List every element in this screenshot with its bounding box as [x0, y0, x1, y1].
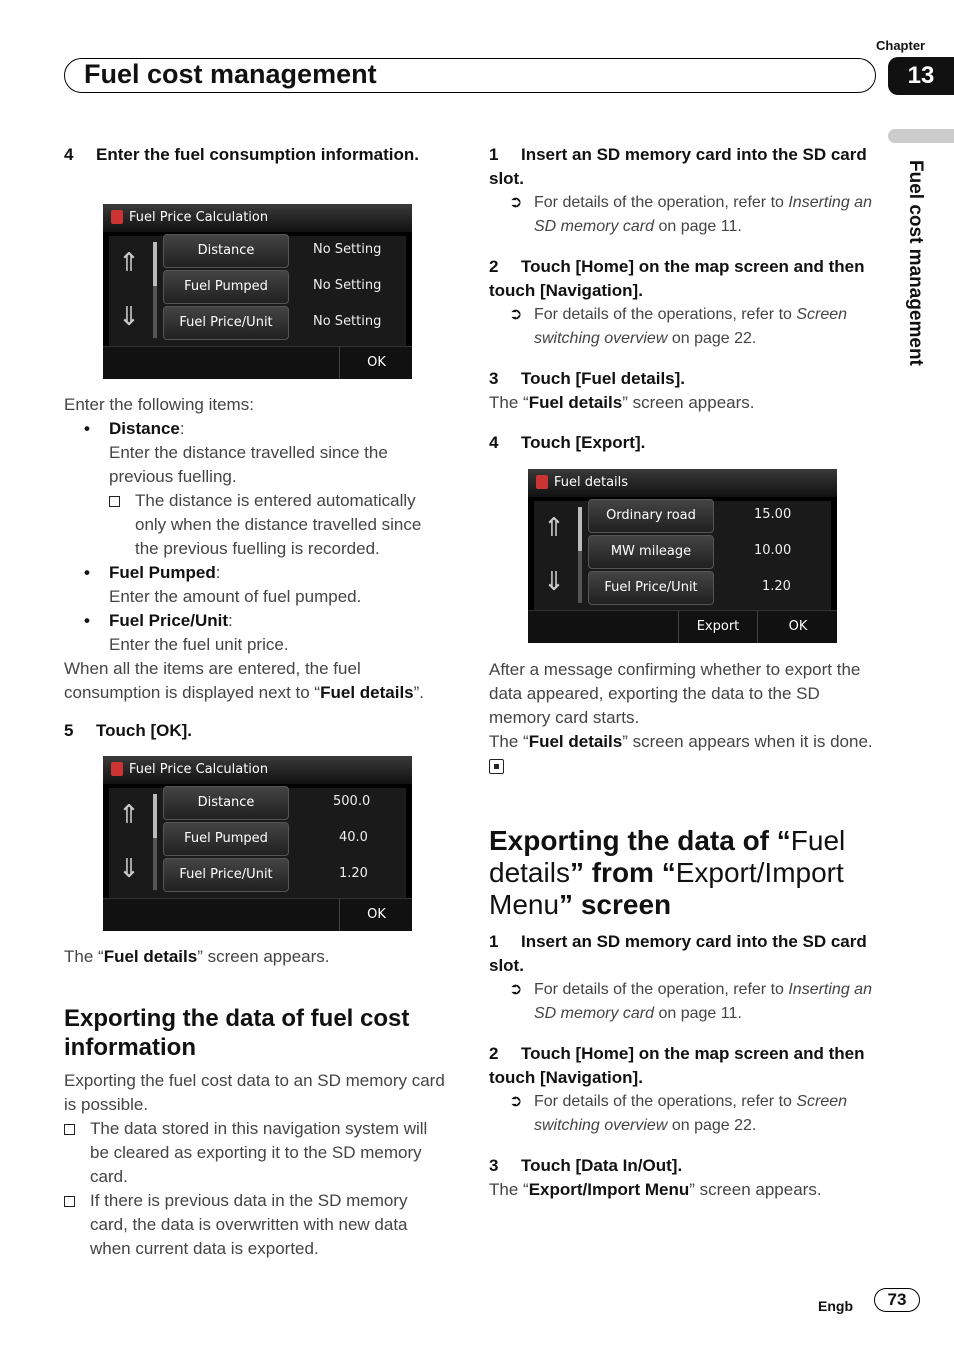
step-4-heading: 4 Touch [Export].	[489, 433, 646, 452]
screen-header: Fuel Price Calculation	[103, 204, 412, 232]
page-number: 73	[874, 1288, 920, 1312]
checkbox-icon	[64, 1196, 75, 1207]
export-button[interactable]: Export	[678, 611, 757, 643]
fuel-pumped-button[interactable]: Fuel Pumped	[163, 270, 289, 304]
checkbox-icon	[109, 496, 120, 507]
scrollbar[interactable]	[153, 242, 157, 338]
scroll-down-icon[interactable]: ⇓	[118, 854, 140, 884]
scroll-up-icon[interactable]: ⇑	[543, 513, 565, 543]
list-item: • Fuel Price/Unit:	[64, 609, 444, 633]
ok-button[interactable]: OK	[339, 899, 413, 931]
fuel-price-unit-button[interactable]: Fuel Price/Unit	[588, 571, 714, 605]
scroll-down-icon[interactable]: ⇓	[543, 567, 565, 597]
list-item: • Distance:	[64, 417, 444, 441]
section-heading: Exporting the data of “Fuel details” from “Export/Import Menu” screen	[489, 825, 846, 920]
screen-row: Ordinary road 15.00	[588, 499, 831, 533]
screen-row: Fuel Pumped No Setting	[163, 270, 406, 304]
ordinary-road-button[interactable]: Ordinary road	[588, 499, 714, 533]
screen-row: Fuel Pumped 40.0	[163, 822, 406, 856]
screen-row: Distance 500.0	[163, 786, 406, 820]
step-3-heading: 3 Touch [Fuel details].	[489, 369, 686, 388]
note: The distance is entered automatically only when the distance travelled since the previous fuelling is recorded.	[109, 489, 444, 561]
done-text: The “Fuel details” screen appears when it is done.	[489, 730, 874, 778]
step-4-heading: 4 Enter the fuel consumption information.	[64, 145, 419, 164]
distance-button[interactable]: Distance	[163, 234, 289, 268]
step-3-heading: 3 Touch [Data In/Out].	[489, 1156, 683, 1175]
note: The data stored in this navigation system will be cleared as exporting it to the SD memory card.	[64, 1117, 449, 1189]
arrow-icon: ➲	[509, 194, 523, 211]
scroll-down-icon[interactable]: ⇓	[118, 302, 140, 332]
ok-button[interactable]: OK	[339, 347, 413, 379]
distance-button[interactable]: Distance	[163, 786, 289, 820]
screen-row: Fuel Price/Unit 1.20	[163, 858, 406, 892]
after-message-text: After a message confirming whether to export the data appeared, exporting the data to the SD memory card starts.	[489, 660, 861, 727]
reference-note: ➲ For details of the operations, refer to Screen switching overview on page 22.	[489, 303, 874, 351]
fuel-price-unit-button[interactable]: Fuel Price/Unit	[163, 306, 289, 340]
screen-row: Distance No Setting	[163, 234, 406, 268]
right-column: 1 Insert an SD memory card into the SD card slot. ➲ For details of the operation, refer to Inserting an SD memory card on page 11. 2 Touch [Home] on the map screen and then touch [Navigation]. ➲ For details of the operations, refer to Screen switching overview on page 22. 3 Touch [Fuel details]. The “Fuel details” screen appears. 4 Touch [Export].	[489, 143, 874, 455]
screenshot-fuel-details	[528, 469, 837, 643]
step-2-heading: 2 Touch [Home] on the map screen and then touch [Navigation].	[489, 1044, 865, 1087]
fuel-pump-icon	[111, 762, 123, 776]
ok-button[interactable]: OK	[757, 611, 838, 643]
page-title: Fuel cost management	[84, 59, 377, 89]
screen-row: MW mileage 10.00	[588, 535, 831, 569]
fuel-pumped-button[interactable]: Fuel Pumped	[163, 822, 289, 856]
scrollbar[interactable]	[578, 507, 582, 603]
reference-note: ➲ For details of the operations, refer to Screen switching overview on page 22.	[489, 1090, 874, 1138]
scroll-up-icon[interactable]: ⇑	[118, 248, 140, 278]
step-2-heading: 2 Touch [Home] on the map screen and then touch [Navigation].	[489, 257, 865, 300]
screen-row: Fuel Price/Unit No Setting	[163, 306, 406, 340]
left-column	[64, 143, 444, 167]
screenshot-fuel-price-empty	[103, 204, 412, 379]
screen-appears-text: The “Fuel details” screen appears.	[64, 947, 330, 966]
screen-header: Fuel details	[528, 469, 837, 497]
arrow-icon: ➲	[509, 306, 523, 323]
side-tab-label: Fuel cost management	[905, 160, 926, 366]
arrow-icon: ➲	[509, 1093, 523, 1110]
scroll-up-icon[interactable]: ⇑	[118, 800, 140, 830]
reference-note: ➲ For details of the operation, refer to Inserting an SD memory card on page 11.	[489, 191, 874, 239]
fuel-pump-icon	[111, 210, 123, 224]
fuel-price-unit-button[interactable]: Fuel Price/Unit	[163, 858, 289, 892]
step-1-heading: 1 Insert an SD memory card into the SD card slot.	[489, 145, 867, 188]
note: If there is previous data in the SD memory card, the data is overwritten with new data when current data is exported.	[64, 1189, 449, 1261]
end-mark-icon	[489, 759, 504, 774]
checkbox-icon	[64, 1124, 75, 1135]
side-tab-bar	[888, 129, 954, 143]
items-intro: Enter the following items:	[64, 395, 254, 414]
screen-row: Fuel Price/Unit 1.20	[588, 571, 831, 605]
screenshot-fuel-price-filled	[103, 756, 412, 931]
language-code: Engb	[818, 1298, 853, 1314]
chapter-number: 13	[888, 57, 954, 95]
step-5-heading: 5 Touch [OK].	[64, 721, 192, 740]
reference-note: ➲ For details of the operation, refer to Inserting an SD memory card on page 11.	[489, 978, 874, 1026]
step-1-heading: 1 Insert an SD memory card into the SD card slot.	[489, 932, 867, 975]
chapter-label: Chapter	[876, 38, 926, 53]
section-heading: Exporting the data of fuel cost information	[64, 1005, 410, 1061]
screen-header: Fuel Price Calculation	[103, 756, 412, 784]
arrow-icon: ➲	[509, 981, 523, 998]
summary-text: When all the items are entered, the fuel consumption is displayed next to “Fuel details”.	[64, 659, 425, 702]
scrollbar[interactable]	[153, 794, 157, 890]
fuel-pump-icon	[536, 475, 548, 489]
mw-mileage-button[interactable]: MW mileage	[588, 535, 714, 569]
list-item: • Fuel Pumped:	[64, 561, 444, 585]
